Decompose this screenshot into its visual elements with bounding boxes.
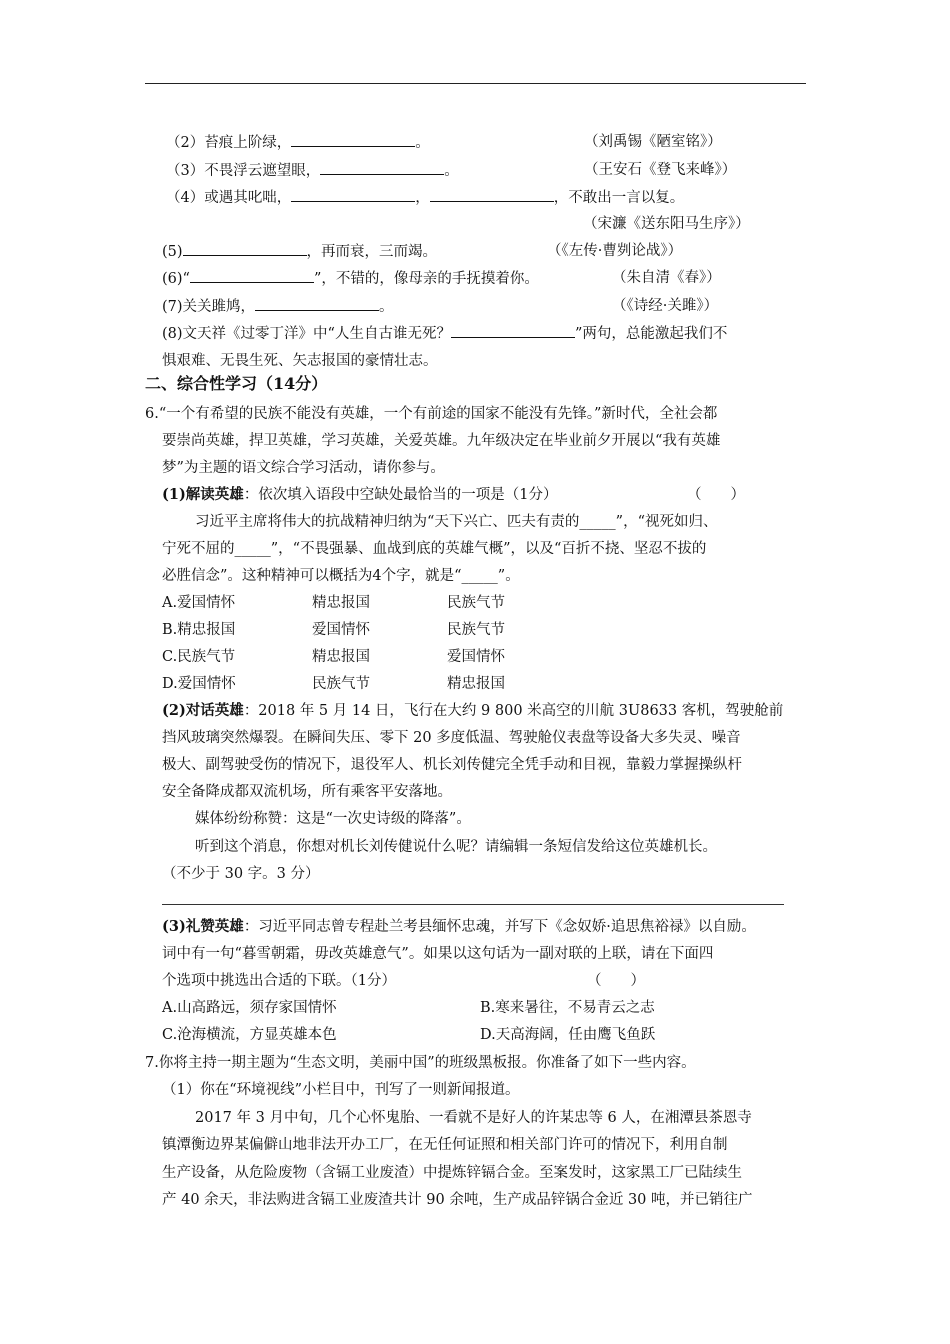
q6-part3 <box>162 917 756 937</box>
section-heading: 二、综合性学习（14分） <box>145 374 328 393</box>
line-text: 文天祥《过零丁洋》中“人生自古谁无死？ <box>182 326 451 342</box>
poem-line-4 <box>166 187 684 208</box>
answer-blank[interactable] <box>255 296 379 311</box>
q6-intro-line: 梦”为主题的语文综合学习活动，请你参与。 <box>162 460 445 476</box>
item-number: (6) <box>162 271 183 287</box>
line-text: 。 <box>415 135 430 151</box>
q6-p3-text: 词中有一句“暮雪朝霜，毋改英雄意气”。如果以这句话为一副对联的上联，请在下面四 <box>162 946 714 962</box>
q7-text: 2017 年 3 月中旬，几个心怀鬼胎、一看就不是好人的许某忠等 6 人，在湘潭县茶恩寺 <box>195 1110 752 1126</box>
q6-p2-ask: 听到这个消息，你想对机长刘传健说什么呢？请编辑一条短信发给这位英雄机长。 <box>195 839 717 855</box>
answer-blank[interactable] <box>291 132 415 147</box>
option-a-2: 精忠报国 <box>312 595 370 611</box>
poem-source: （朱自清《春》） <box>612 270 721 286</box>
q6-p3-text: 个选项中挑选出合适的下联。（1分） <box>162 973 396 989</box>
answer-blank[interactable] <box>183 241 307 256</box>
line-text: 或遇其叱咄， <box>204 190 292 206</box>
poem-source: （王安石《登飞来峰》） <box>584 162 737 178</box>
line-text: ，再而衰，三而竭。 <box>306 244 438 260</box>
q6-intro-line: 要崇尚英雄，捍卫英雄，学习英雄，关爱英雄。九年级决定在毕业前夕开展以“我有英雄 <box>162 433 721 449</box>
line-text: 不畏浮云遮望眼， <box>204 163 321 179</box>
part-text: ：习近平同志曾专程赴兰考县缅怀忠魂，并写下《念奴娇·追思焦裕禄》以自励。 <box>243 919 756 935</box>
q6-p1-text: 必胜信念”。这种精神可以概括为4个字，就是“_____”。 <box>162 568 520 584</box>
answer-blank[interactable] <box>190 268 314 283</box>
line-text: ， <box>415 190 430 206</box>
item-number: （2） <box>166 135 205 151</box>
item-number: (7) <box>162 299 183 315</box>
part-label: (3)礼赞英雄 <box>162 918 244 935</box>
option-d[interactable]: D.爱国情怀 <box>162 676 236 692</box>
answer-paren[interactable]: （ ） <box>587 973 645 989</box>
option-a[interactable]: A.爱国情怀 <box>162 595 236 611</box>
part-text: ：2018 年 5 月 14 日，飞行在大约 9 800 米高空的川航 3U8633 客机，驾驶舱前 <box>243 703 784 719</box>
poem-line-2 <box>166 132 430 153</box>
q6-part1 <box>162 485 558 505</box>
q7-text: 生产设备，从危险废物（含镉工业废渣）中提炼锌镉合金。至案发时，这家黑工厂已陆续生 <box>162 1165 742 1181</box>
answer-blank[interactable] <box>291 187 415 202</box>
q7-part1: （1）你在“环境视线”小栏目中，刊写了一则新闻报道。 <box>162 1082 520 1098</box>
line-text: “ <box>182 271 190 287</box>
option-c-3: 爱国情怀 <box>447 649 505 665</box>
line-text: 关关雎鸠， <box>182 299 256 315</box>
q7-text: 产 40 余天，非法购进含镉工业废渣共计 90 余吨，生产成品锌锅合金近 30 吨，并已销往广 <box>162 1192 753 1208</box>
option-b[interactable]: B.寒来暑往，不易青云之志 <box>480 1000 655 1016</box>
poem-line-7 <box>162 296 394 317</box>
option-b-2: 爱国情怀 <box>312 622 370 638</box>
option-c[interactable]: C.民族气节 <box>162 649 236 665</box>
item-number: (5) <box>162 244 183 260</box>
item-number: （3） <box>166 163 205 179</box>
q6-intro-line: 6.“一个有希望的民族不能没有英雄，一个有前途的国家不能没有先锋。”新时代，全社会都 <box>145 406 718 422</box>
q6-p2-text: 安全备降成都双流机场，所有乘客平安落地。 <box>162 784 452 800</box>
option-d-3: 精忠报国 <box>447 676 505 692</box>
answer-blank[interactable] <box>430 187 554 202</box>
q6-p2-note: （不少于 30 字。3 分） <box>162 866 320 882</box>
q7-intro: 7.你将主持一期主题为“生态文明，美丽中国”的班级黑板报。你准备了如下一些内容。 <box>145 1055 696 1071</box>
option-a-3: 民族气节 <box>447 595 505 611</box>
q6-p2-text: 极大、副驾驶受伤的情况下，退役军人、机长刘传健完全凭手动和目视，靠毅力掌握操纵杆 <box>162 757 742 773</box>
q6-p2-media: 媒体纷纷称赞：这是“一次史诗级的降落”。 <box>195 811 471 827</box>
option-a[interactable]: A.山高路远，须存家国情怀 <box>162 1000 337 1016</box>
poem-source: （《诗经·关雎》） <box>612 298 719 314</box>
part-label: (1)解读英雄 <box>162 486 244 503</box>
poem-source: （刘禹锡《陋室铭》） <box>584 134 722 150</box>
option-c-2: 精忠报国 <box>312 649 370 665</box>
answer-line[interactable] <box>162 904 784 905</box>
option-d[interactable]: D.天高海阔，任由鹰飞鱼跃 <box>480 1027 656 1043</box>
part-text: ：依次填入语段中空缺处最恰当的一项是（1分） <box>243 487 558 503</box>
option-b-3: 民族气节 <box>447 622 505 638</box>
option-d-2: 民族气节 <box>312 676 370 692</box>
header-rule <box>145 83 806 84</box>
q6-p2-text: 挡风玻璃突然爆裂。在瞬间失压、零下 20 多度低温、驾驶舱仪表盘等设备大多失灵、噪音 <box>162 730 741 746</box>
line-text: ，不敢出一言以复。 <box>553 190 685 206</box>
option-c[interactable]: C.沧海横流，方显英雄本色 <box>162 1027 337 1043</box>
line-text: ”，不错的，像母亲的手抚摸着你。 <box>313 271 539 287</box>
line-text: ”两句，总能激起我们不 <box>574 326 728 342</box>
poem-line-8-cont: 惧艰难、无畏生死、矢志报国的豪情壮志。 <box>162 353 438 369</box>
part-label: (2)对话英雄 <box>162 702 244 719</box>
poem-source: （《左传·曹刿论战》） <box>547 243 683 259</box>
poem-line-3 <box>166 160 459 181</box>
poem-line-8 <box>162 323 727 344</box>
line-text: 。 <box>379 299 394 315</box>
q6-part2 <box>162 701 783 721</box>
poem-line-5 <box>162 241 437 262</box>
item-number: （4） <box>166 190 205 206</box>
answer-paren[interactable]: （ ） <box>687 487 745 503</box>
poem-source: （宋濂《送东阳马生序》） <box>583 216 750 232</box>
q6-p1-text: 宁死不屈的_____”，“不畏强暴、血战到底的英雄气概”，以及“百折不挠、坚忍不拔的 <box>162 541 707 557</box>
option-b[interactable]: B.精忠报国 <box>162 622 236 638</box>
item-number: (8) <box>162 326 183 342</box>
line-text: 。 <box>444 163 459 179</box>
answer-blank[interactable] <box>451 323 575 338</box>
q7-text: 镇潭衡边界某偏僻山地非法开办工厂，在无任何证照和相关部门许可的情况下，利用自制 <box>162 1137 728 1153</box>
poem-line-6 <box>162 268 539 289</box>
answer-blank[interactable] <box>320 160 444 175</box>
line-text: 苔痕上阶绿， <box>204 135 292 151</box>
q6-p1-text: 习近平主席将伟大的抗战精神归纳为“天下兴亡、匹夫有责的_____”，“视死如归、 <box>195 514 718 530</box>
